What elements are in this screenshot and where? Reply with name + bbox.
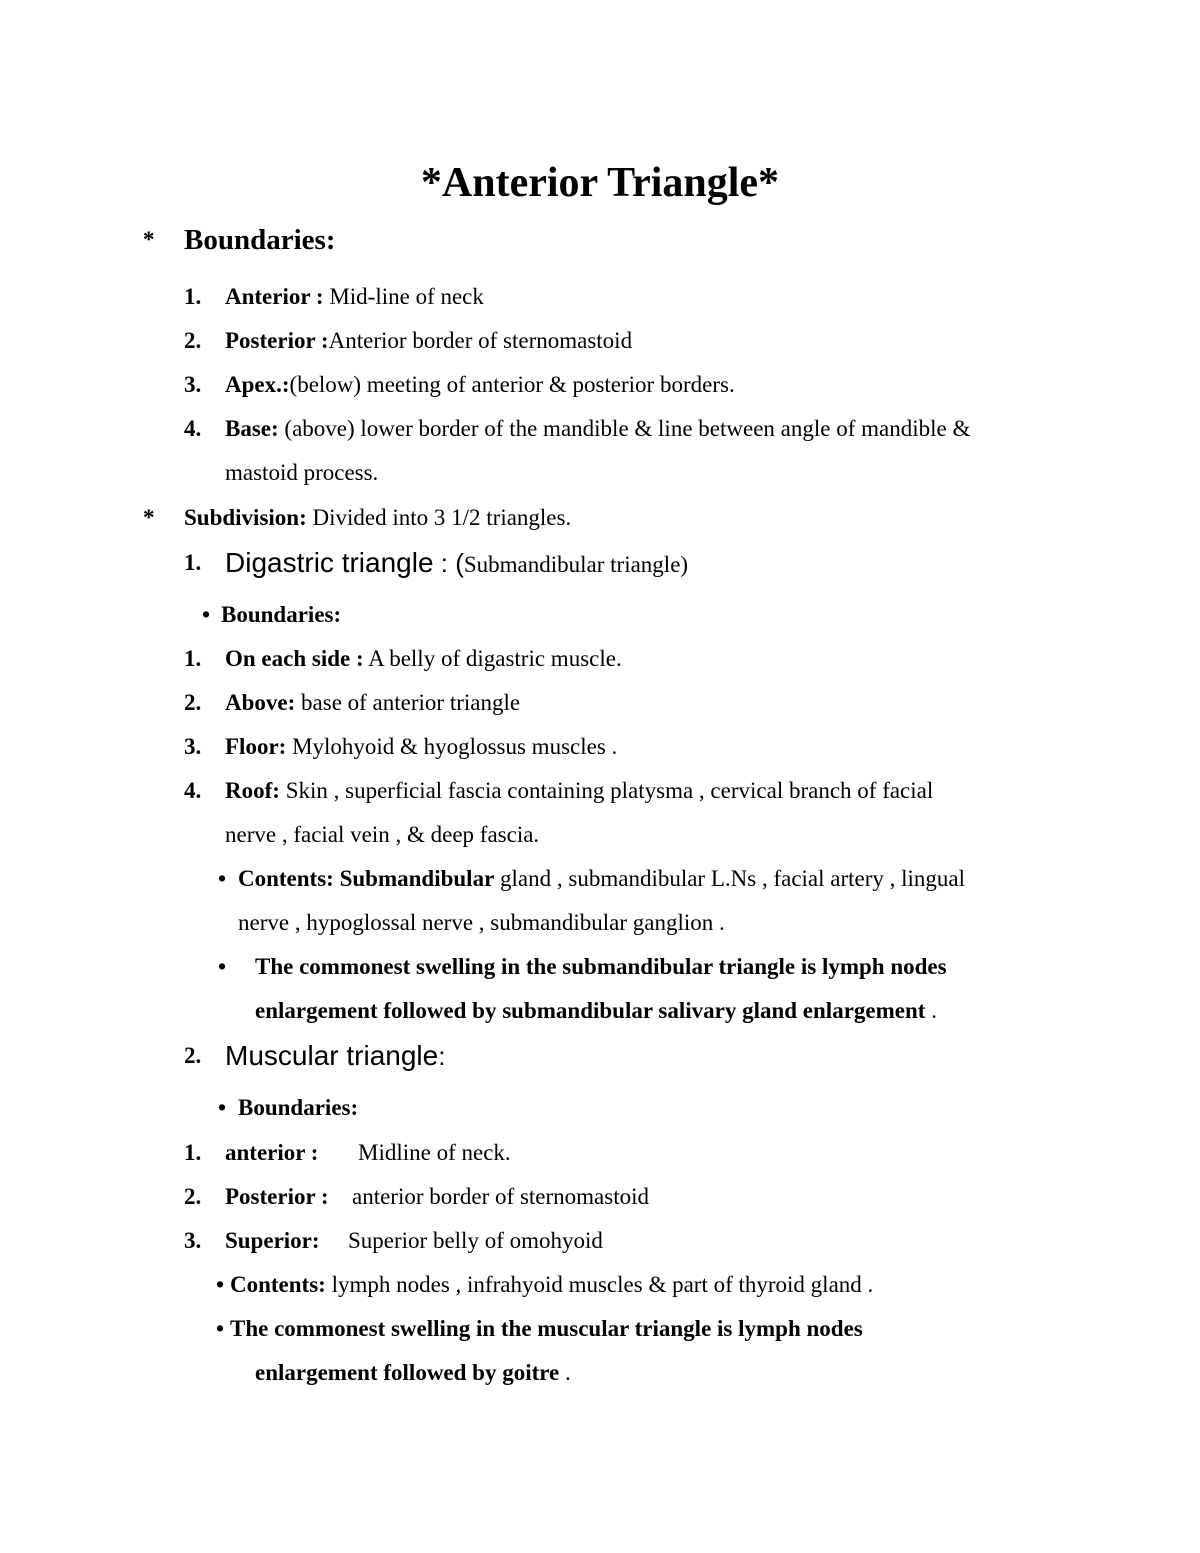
page-title: *Anterior Triangle* bbox=[420, 160, 780, 206]
section-star: * bbox=[143, 505, 155, 530]
section-heading: Boundaries: bbox=[184, 224, 336, 256]
document-page: *Anterior Triangle* * Boundaries: 1. Anterior : Mid-line of neck 2. Posterior :Anterior border of sternomastoid 3. Apex.:(below) meeting of anterior & posterior borders. 4. Base: (above) lower border of the mandible & line between angle of mandible & mastoid process. * Subdivision: Divided into 3 1/2 triangles. 1. Digastric triangle : (Submandibular triangle) • Boundaries: 1. On each side : A belly of digastric muscle. 2. Above: base of anterior triangle 3. Floor: Mylohyoid & hyoglossus muscles . 4. Roof: Skin , superficial fascia containing platysma , cervical branch of facial nerve , facial vein , & deep fascia. • Contents: Submandibular gland , submandibular L.Ns , facial artery , lingual nerve , hypoglossal nerve , submandibular ganglion . • The commonest swelling in the submandibular triangle is lymph nodes enlargement followed by submandibular salivary gland enlargement . 2. Muscular triangle: • Boundaries: 1. anterior : Midline of neck. 2. Posterior : anterior border of sternomastoid 3. Superior: Superior belly of omohyoid • Contents: lymph nodes , infrahyoid muscles & part of thyroid gland . • The commonest swelling in the muscular triangle is lymph nodes enlargement followed by goitre . bbox=[0, 0, 1200, 1553]
section-star: * bbox=[143, 227, 155, 252]
